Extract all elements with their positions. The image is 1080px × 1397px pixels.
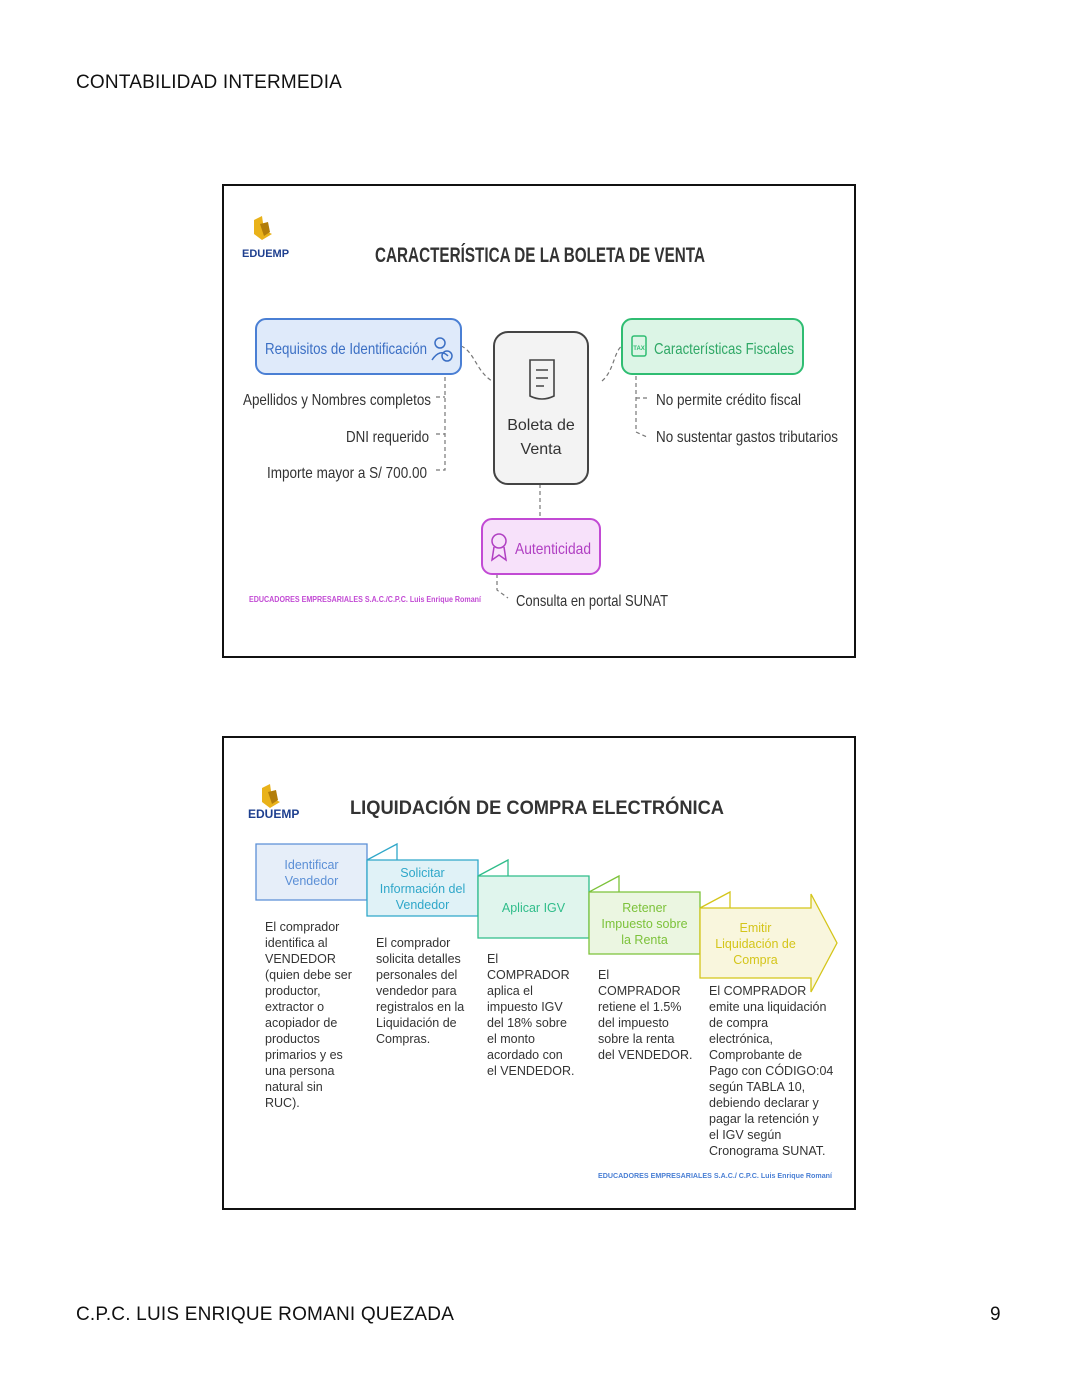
- step-description: una persona: [265, 1064, 335, 1078]
- step-description: RUC).: [265, 1096, 300, 1110]
- step-description: El COMPRADOR: [709, 984, 807, 998]
- step-description: pagar la retención y: [709, 1112, 819, 1126]
- step-description: según TABLA 10,: [709, 1080, 806, 1094]
- step-description: debiendo declarar y: [709, 1096, 819, 1110]
- step-label: la Renta: [621, 933, 668, 947]
- step-description: del impuesto: [598, 1016, 669, 1030]
- step-description: acordado con: [487, 1048, 563, 1062]
- step-description: extractor o: [265, 1000, 325, 1014]
- step-description: electrónica,: [709, 1032, 773, 1046]
- requisitos-label: Requisitos de Identificación: [265, 341, 427, 358]
- slide-liquidacion-compra: [222, 736, 856, 1210]
- autenticidad-label: Autenticidad: [515, 541, 591, 558]
- step-description: emite una liquidación: [709, 1000, 827, 1014]
- step-label: Aplicar IGV: [501, 901, 566, 915]
- liquidacion-diagram: [224, 738, 854, 1208]
- autenticidad-item: Consulta en portal SUNAT: [516, 593, 669, 610]
- caracteristicas-fiscales-box: [622, 319, 803, 374]
- step-label: Compra: [733, 953, 778, 967]
- step-description: del VENDEDOR.: [598, 1048, 693, 1062]
- step-description: El: [598, 968, 610, 982]
- step-description: Compras.: [376, 1032, 431, 1046]
- step-description: de compra: [709, 1016, 769, 1030]
- page-footer: C.P.C. LUIS ENRIQUE ROMANI QUEZADA: [76, 1304, 455, 1325]
- svg-text:TAX: TAX: [633, 346, 645, 352]
- step-label: Solicitar: [400, 866, 445, 880]
- step-description: vendedor para: [376, 984, 457, 998]
- logo-text: EDUEMP: [242, 248, 290, 260]
- step-description: el IGV según: [709, 1128, 782, 1142]
- step-label: Identificar: [284, 858, 339, 872]
- step-description: primarios y es: [265, 1048, 343, 1062]
- step-description: COMPRADOR: [487, 968, 570, 982]
- boleta-diagram: [224, 186, 854, 656]
- fiscal-item: No sustentar gastos tributarios: [656, 429, 838, 446]
- step-label: Información del: [379, 882, 466, 896]
- steps-layer: [256, 844, 837, 1158]
- step-description: identifica al: [265, 936, 328, 950]
- step-description: COMPRADOR: [598, 984, 681, 998]
- center-line1: Boleta de: [507, 417, 575, 434]
- slide-boleta-de-venta: [222, 184, 856, 658]
- step-description: acopiador de: [265, 1016, 338, 1030]
- eduemp-logo: [242, 216, 289, 260]
- page-header: CONTABILIDAD INTERMEDIA: [76, 72, 343, 93]
- step-description: VENDEDOR: [265, 952, 336, 966]
- fiscales-label: Características Fiscales: [654, 341, 794, 358]
- step-description: Cronograma SUNAT.: [709, 1144, 826, 1158]
- slide1-credit: EDUCADORES EMPRESARIALES S.A.C./C.P.C. Luis Enrique Romaní: [249, 595, 482, 604]
- fiscal-item: No permite crédito fiscal: [656, 392, 801, 409]
- boleta-center-box: [494, 332, 588, 484]
- step-label: Emitir: [739, 921, 772, 935]
- autenticidad-box: [482, 519, 600, 574]
- step-description: retiene el 1.5%: [598, 1000, 682, 1014]
- step-shape: [256, 844, 367, 900]
- step-label: Liquidación de: [715, 937, 796, 951]
- step-label: Vendedor: [284, 874, 339, 888]
- requisitos-identificacion-box: [256, 319, 461, 374]
- requisito-item: Importe mayor a S/ 700.00: [267, 465, 428, 482]
- step-description: natural sin: [265, 1080, 323, 1094]
- step-label: Vendedor: [395, 898, 450, 912]
- step-description: sobre la renta: [598, 1032, 675, 1046]
- requisito-item: Apellidos y Nombres completos: [243, 392, 431, 409]
- step-description: Comprobante de: [709, 1048, 803, 1062]
- step-5: [700, 894, 837, 1158]
- step-description: Liquidación de: [376, 1016, 457, 1030]
- step-description: El comprador: [376, 936, 451, 950]
- requisito-item: DNI requerido: [346, 429, 430, 446]
- page-number: 9: [990, 1304, 1001, 1325]
- eduemp-logo: [248, 784, 299, 821]
- slide2-title: LIQUIDACIÓN DE COMPRA ELECTRÓNICA: [350, 798, 739, 819]
- step-description: solicita detalles: [376, 952, 461, 966]
- step-label: Retener: [622, 901, 667, 915]
- center-line2: Venta: [520, 441, 562, 458]
- step-description: (quien debe ser: [265, 968, 352, 982]
- slide2-credit: EDUCADORES EMPRESARIALES S.A.C./ C.P.C. Luis Enrique Romaní: [598, 1171, 833, 1180]
- step-description: impuesto IGV: [487, 1000, 563, 1014]
- step-description: aplica el: [487, 984, 533, 998]
- logo-text: EDUEMP: [248, 807, 300, 821]
- step-description: el monto: [487, 1032, 535, 1046]
- step-description: Pago con CÓDIGO:04: [709, 1064, 834, 1078]
- step-description: personales del: [376, 968, 458, 982]
- step-description: el VENDEDOR.: [487, 1064, 575, 1078]
- step-description: productos: [265, 1032, 320, 1046]
- step-description: productor,: [265, 984, 321, 998]
- slide1-title: CARACTERÍSTICA DE LA BOLETA DE VENTA: [375, 244, 705, 267]
- step-description: El comprador: [265, 920, 340, 934]
- step-description: El: [487, 952, 499, 966]
- step-label: Impuesto sobre: [601, 917, 688, 931]
- step-description: registralos en la: [376, 1000, 465, 1014]
- step-description: del 18% sobre: [487, 1016, 567, 1030]
